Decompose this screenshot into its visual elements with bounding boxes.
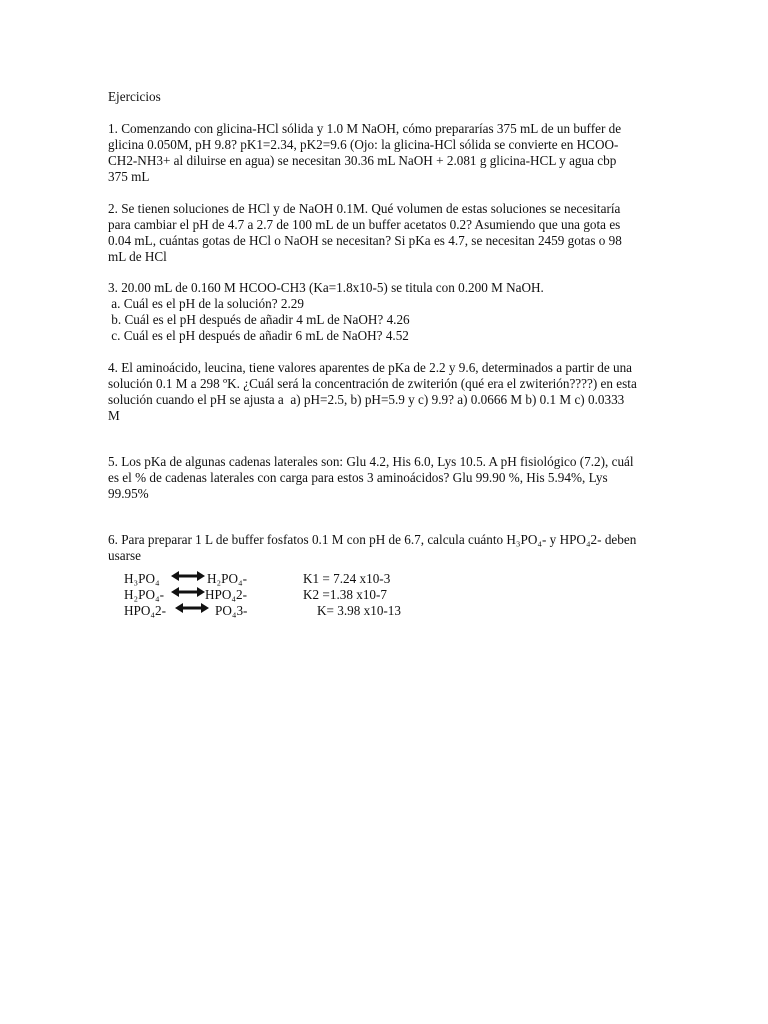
exercise-line: 1. Comenzando con glicina-HCl sólida y 1.0 M NaOH, cómo prepararías 375 mL de un buffer de [108,121,622,136]
exercise-line: usarse [108,548,141,563]
exercise-line: 99.95% [108,486,149,501]
exercise-line: 4. El aminoácido, leucina, tiene valores aparentes de pKa de 2.2 y 9.6, determinados a partir de una [108,360,633,375]
exercise-line: 3. 20.00 mL de 0.160 M HCOO-CH3 (Ka=1.8x10-5) se titula con 0.200 M NaOH. [108,280,544,295]
exercise-line: 0.04 mL, cuántas gotas de HCl o NaOH se necesitan? Si pKa es 4.7, se necesitan 2459 gotas o 98 [108,233,622,248]
exercise-line: M [108,408,120,423]
exercise-line: 375 mL [108,169,150,184]
exercise-5 [108,454,663,502]
exercise-subitem-a: a. Cuál es el pH de la solución? 2.29 [108,296,304,311]
exercise-line: solución 0.1 M a 298 ºK. ¿Cuál será la concentración de zwiterión (qué era el zwiterión????) en esta [108,376,637,391]
exercise-1 [108,121,663,185]
equilibrium-reactant: HPO₄2- [124,603,166,618]
exercise-line: glicina 0.050M, pH 9.8? pK1=2.34, pK2=9.6 (Ojo: la glicina-HCl sólida se convierte en HCOO- [108,137,619,152]
double-headed-arrow-icon [171,571,205,581]
exercise-line: 6. Para preparar 1 L de buffer fosfatos 0.1 M con pH de 6.7, calcula cuánto H₃PO₄- y HPO₄2- deben [108,532,637,547]
exercise-subitem-b: b. Cuál es el pH después de añadir 4 mL de NaOH? 4.26 [108,312,410,327]
equilibrium-constant: K= 3.98 x10-13 [317,603,401,618]
exercise-line: CH2-NH3+ al diluirse en agua) se necesitan 30.36 mL NaOH + 2.081 g glicina-HCL y agua cbp [108,153,617,168]
double-headed-arrow-icon [171,587,205,597]
exercise-subitem-c: c. Cuál es el pH después de añadir 6 mL de NaOH? 4.52 [108,328,409,343]
exercise-line: mL de HCl [108,249,167,264]
equilibrium-reactant: H₂PO₄- [124,587,164,602]
document-title: Ejercicios [108,89,161,104]
exercise-line: es el % de cadenas laterales con carga para estos 3 aminoácidos? Glu 99.90 %, His 5.94%, Lys [108,470,608,485]
double-headed-arrow-icon [175,603,209,613]
equilibrium-constant: K2 =1.38 x10-7 [303,587,387,602]
exercise-line: 2. Se tienen soluciones de HCl y de NaOH 0.1M. Qué volumen de estas soluciones se necesitaría [108,201,621,216]
equilibrium-product: H₂PO₄- [207,571,247,586]
exercise-4 [108,360,663,424]
equilibrium-constant: K1 = 7.24 x10-3 [303,571,391,586]
equilibrium-product: HPO₄2- [205,587,247,602]
exercise-6 [108,532,663,564]
exercise-line: 5. Los pKa de algunas cadenas laterales son: Glu 4.2, His 6.0, Lys 10.5. A pH fisiológico (7.2), cuál [108,454,634,469]
exercise-line: para cambiar el pH de 4.7 a 2.7 de 100 mL de un buffer acetatos 0.2? Asumiendo que una gota es [108,217,621,232]
equilibrium-product: PO₄3- [215,603,248,618]
exercise-2 [108,201,663,265]
exercise-line: solución cuando el pH se ajusta a a) pH=2.5, b) pH=5.9 y c) 9.9? a) 0.0666 M b) 0.1 M c) 0.0333 [108,392,625,407]
exercise-3 [108,280,663,344]
equilibrium-reactant: H₃PO₄ [124,571,160,586]
